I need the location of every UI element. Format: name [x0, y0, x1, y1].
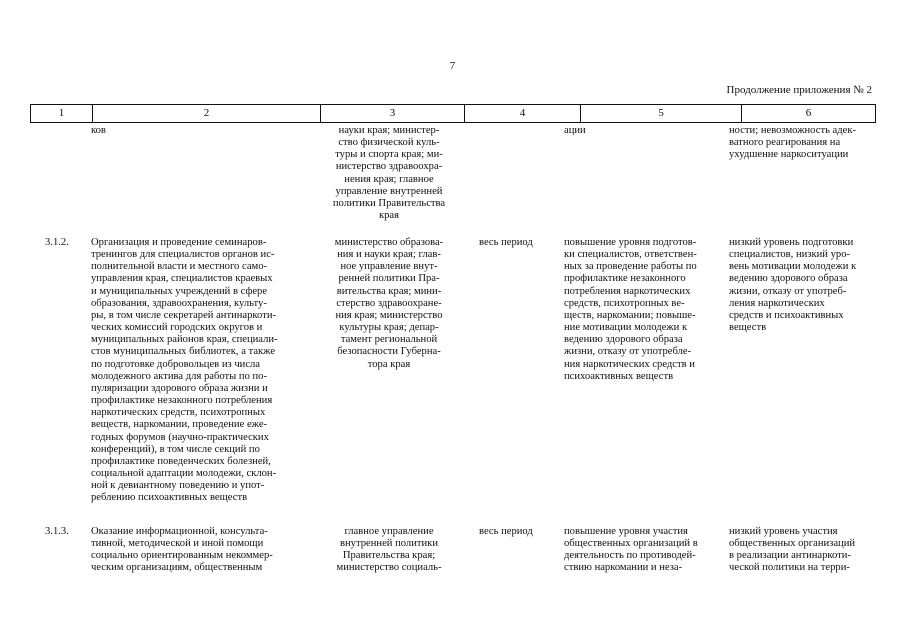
row-number: 3.1.3. — [45, 526, 69, 537]
column-number-header — [30, 104, 876, 123]
row-description: Оказание информационной, консульта- тивной, методической и иной помощи социально ориентированным некоммер- ческим организациям, общественным — [91, 526, 273, 574]
header-col-1: 1 — [31, 105, 93, 123]
header-col-5: 5 — [581, 105, 742, 123]
row-executors: науки края; министер- ство физической куль- туры и спорта края; ми- нистерство здравоохра- нения края; главное управление внутренней политики Правительства края — [332, 125, 446, 222]
row-result: ации — [564, 125, 586, 136]
row-number: 3.1.2. — [45, 237, 69, 248]
continuation-label: Продолжение приложения № 2 — [726, 84, 872, 96]
row-description: ков — [91, 125, 106, 136]
row-period: весь период — [479, 526, 533, 537]
row-executors: главное управление внутренней политики Правительства края; министерство социаль- — [336, 526, 442, 574]
row-result: повышение уровня подготов- ки специалистов, ответствен- ных за проведение работы по профилактике незаконного потребления наркотических средств, психотропных ве- ществ, наркомании; повыше- ние мотивации молодежи к ведению здорового образа жизни, отказу от употребле- ния наркотических средств и психоактивных веществ — [564, 237, 697, 382]
header-col-6: 6 — [742, 105, 876, 123]
row-consequences: ности; невозможность адек- ватного реагирования на ухудшение наркоситуации — [729, 125, 857, 161]
row-consequences: низкий уровень подготовки специалистов, низкий уро- вень мотивации молодежи к ведению здорового образа жизни, отказу от употреб- ления наркотических средств и психоактивных веществ — [729, 237, 857, 334]
row-period: весь период — [479, 237, 533, 248]
header-col-3: 3 — [321, 105, 465, 123]
row-executors: министерство образова- ния и науки края; глав- ное управление внут- ренней политики Пра- вительства края; мини- стерство здравоохране- ния края; министерство культуры края; депар- тамент региональной безопасности Губерна- тора края — [334, 237, 444, 370]
row-result: повышение уровня участия общественных организаций в деятельность по противодей- ствию наркомании и неза- — [564, 526, 698, 574]
page-number: 7 — [449, 60, 456, 72]
row-description: Организация и проведение семинаров- тренингов для специалистов органов ис- полнительной власти и местного само- управления края, специалистов краевых и муниципальных учреждений в сфере образования, здравоохранения, культу- ры, в том числе секретарей антинаркоти- ческих комиссий городских округов и муниципальных районов края, специали- стов муниципальных библиотек, а также по подготовке добровольцев из числа молодежного актива для работы по по- пуляризации здорового образа жизни и профилактике незаконного потребления наркотических средств, психотропных веществ, наркомании, проведение еже- годных форумов (научно-практических конференций), в том числе секций по профилактике поведенческих болезней, социальной адаптации молодежи, склон- ной к девиантному поведению и упот- реблению психоактивных веществ — [91, 237, 278, 504]
header-row — [31, 105, 876, 123]
header-col-2: 2 — [93, 105, 321, 123]
row-consequences: низкий уровень участия общественных организаций в реализации антинаркоти- ческой политики на терри- — [729, 526, 856, 574]
header-col-4: 4 — [465, 105, 581, 123]
